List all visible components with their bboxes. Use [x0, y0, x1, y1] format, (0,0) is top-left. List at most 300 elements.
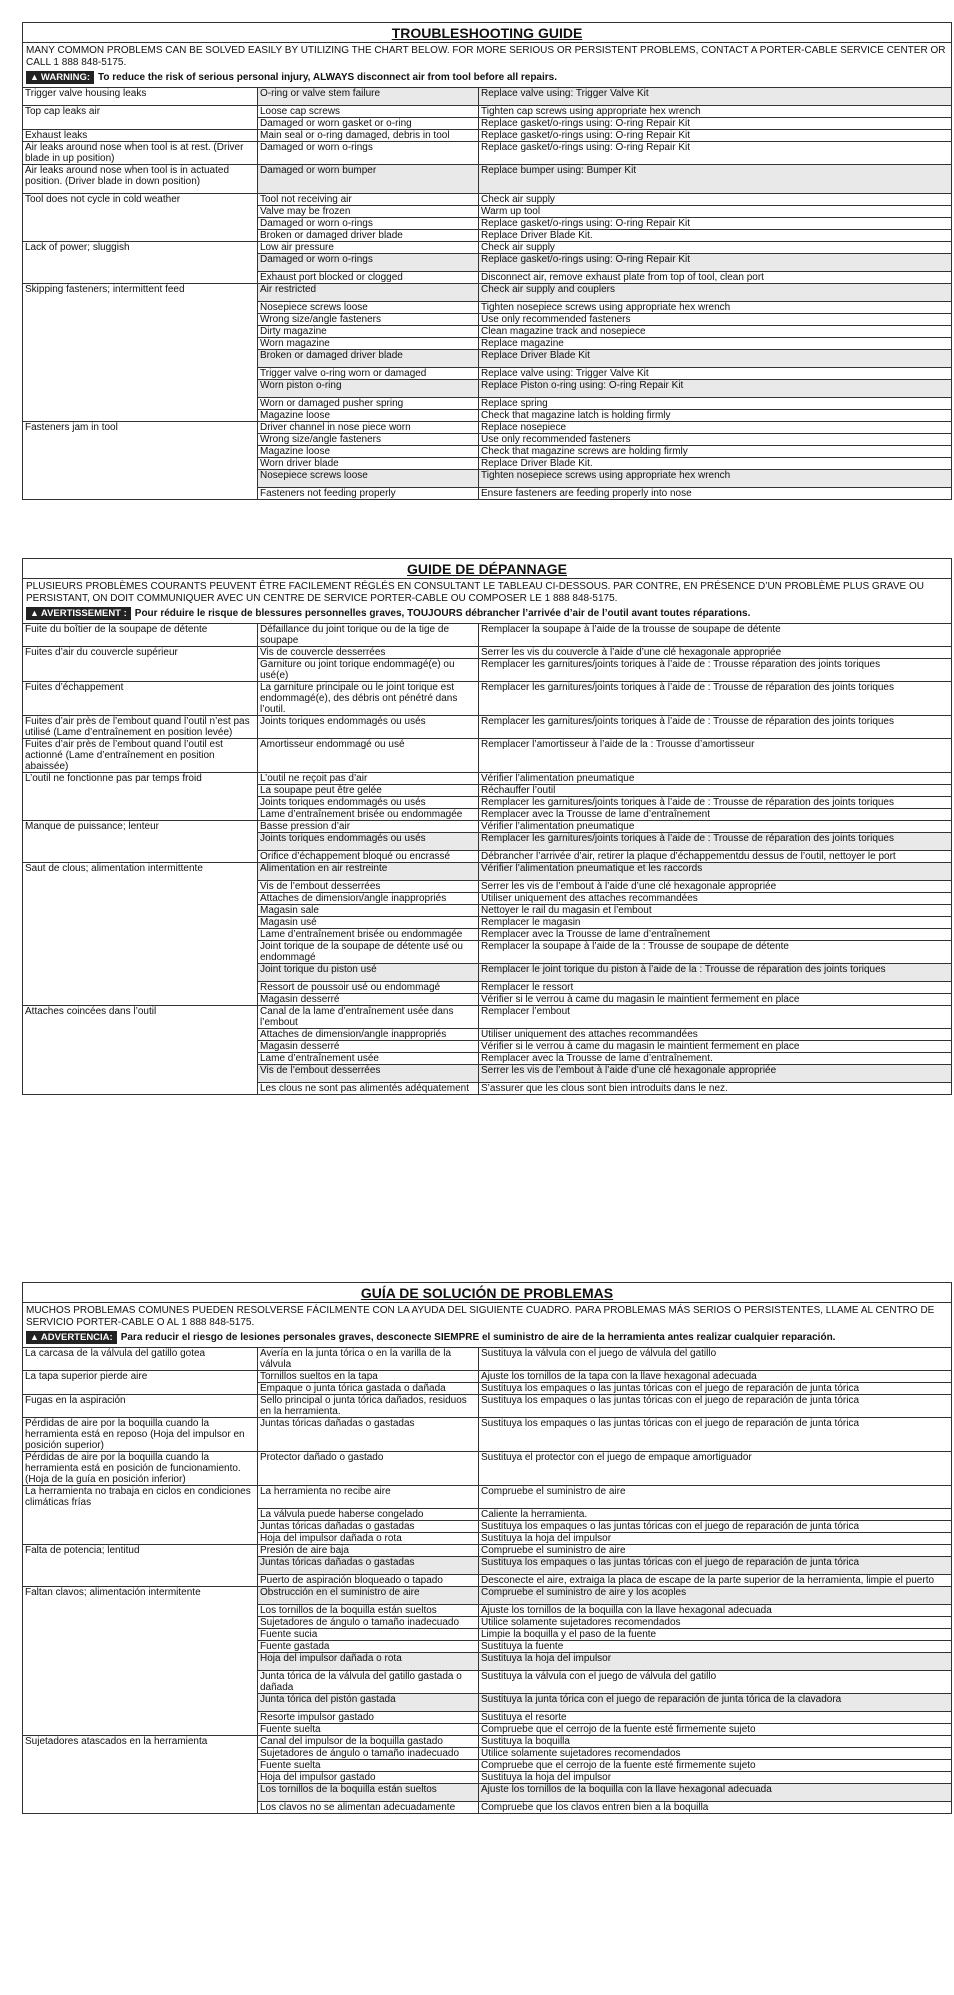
table-row: [23, 1723, 951, 1735]
table-row: [23, 302, 951, 314]
solution-cell: Débrancher l’arrivée d’air, retirer la plaque d’échappementdu dessus de l’outil, nettoyer le port: [479, 851, 952, 863]
table-row: [23, 1029, 951, 1041]
cause-cell: Hoja del impulsor dañada o rota: [258, 1652, 479, 1670]
solution-cell: Vérifier l’alimentation pneumatique et les raccords: [479, 863, 952, 881]
solution-cell: Sustituya el resorte: [479, 1711, 952, 1723]
table-row: [23, 242, 951, 254]
solution-cell: Remplacer le ressort: [479, 982, 952, 994]
table-row: [23, 659, 951, 682]
cause-cell: Fuente gastada: [258, 1640, 479, 1652]
problem-cell: [23, 410, 258, 422]
guide-title: GUIDE DE DÉPANNAGE: [23, 559, 951, 579]
problem-cell: [23, 1693, 258, 1711]
cause-cell: Magasin usé: [258, 917, 479, 929]
guide-box: [22, 1282, 952, 1814]
problem-cell: La carcasa de la válvula del gatillo gotea: [23, 1348, 258, 1371]
table-row: [23, 682, 951, 716]
table-row: [23, 130, 951, 142]
table-row: [23, 1053, 951, 1065]
cause-cell: Les clous ne sont pas alimentés adéquatement: [258, 1083, 479, 1095]
cause-cell: Loose cap screws: [258, 106, 479, 118]
problem-cell: [23, 1556, 258, 1574]
solution-cell: Desconecte el aire, extraiga la placa de escape de la parte superior de la herramienta, limpie el puerto: [479, 1574, 952, 1586]
guide-title: TROUBLESHOOTING GUIDE: [23, 23, 951, 43]
solution-cell: Check that magazine latch is holding firmly: [479, 410, 952, 422]
cause-cell: Valve may be frozen: [258, 206, 479, 218]
problem-cell: Exhaust leaks: [23, 130, 258, 142]
problem-cell: [23, 1628, 258, 1640]
cause-cell: Attaches de dimension/angle inappropriés: [258, 893, 479, 905]
problem-cell: [23, 314, 258, 326]
problem-cell: [23, 1771, 258, 1783]
cause-cell: Trigger valve o-ring worn or damaged: [258, 368, 479, 380]
cause-cell: Lame d’entraînement brisée ou endommagée: [258, 809, 479, 821]
problem-cell: Fuites d’échappement: [23, 682, 258, 716]
table-row: [23, 398, 951, 410]
problem-cell: [23, 1029, 258, 1041]
solution-cell: Ajuste los tornillos de la boquilla con la llave hexagonal adecuada: [479, 1604, 952, 1616]
table-row: [23, 254, 951, 272]
problem-cell: [23, 302, 258, 314]
problem-cell: Fugas en la aspiración: [23, 1395, 258, 1418]
table-row: [23, 739, 951, 773]
solution-cell: Compruebe que los clavos entren bien a la boquilla: [479, 1801, 952, 1813]
table-row: [23, 106, 951, 118]
troubleshooting-table: [23, 1347, 951, 1813]
solution-cell: Replace gasket/o-rings using: O-ring Repair Kit: [479, 130, 952, 142]
problem-cell: [23, 380, 258, 398]
problem-cell: [23, 1723, 258, 1735]
problem-cell: La herramienta no trabaja en ciclos en condiciones climáticas frías: [23, 1486, 258, 1509]
solution-cell: Replace nosepiece: [479, 422, 952, 434]
solution-cell: Check that magazine screws are holding firmly: [479, 446, 952, 458]
cause-cell: Broken or damaged driver blade: [258, 350, 479, 368]
solution-cell: Compruebe el suministro de aire: [479, 1486, 952, 1509]
solution-cell: Sustituya la hoja del impulsor: [479, 1532, 952, 1544]
problem-cell: Lack of power; sluggish: [23, 242, 258, 254]
cause-cell: Garniture ou joint torique endommagé(e) ou usé(e): [258, 659, 479, 682]
solution-cell: Sustituya el protector con el juego de empaque amortiguador: [479, 1452, 952, 1486]
solution-cell: Replace magazine: [479, 338, 952, 350]
problem-cell: [23, 929, 258, 941]
solution-cell: Compruebe el suministro de aire: [479, 1544, 952, 1556]
cause-cell: La válvula puede haberse congelado: [258, 1508, 479, 1520]
guide-intro: MUCHOS PROBLEMAS COMUNES PUEDEN RESOLVERSE FÁCILMENTE CON LA AYUDA DEL SIGUIENTE CUADRO. PARA PROBLEMAS MÁS SERIOS O PERSISTENTES, LLAME AL CENTRO DE SERVICIO PORTER-CABLE O AL 1 888 848-5175.: [26, 1305, 935, 1328]
table-row: [23, 785, 951, 797]
problem-cell: [23, 1041, 258, 1053]
problem-cell: Skipping fasteners; intermittent feed: [23, 284, 258, 302]
table-row: [23, 1616, 951, 1628]
problem-cell: L’outil ne fonctionne pas par temps froid: [23, 773, 258, 785]
cause-cell: Protector dañado o gastado: [258, 1452, 479, 1486]
table-row: [23, 458, 951, 470]
warning-triangle-icon: ▲: [30, 72, 39, 82]
table-row: [23, 1544, 951, 1556]
table-row: [23, 982, 951, 994]
solution-cell: Remplacer avec la Trousse de lame d’entraînement.: [479, 1053, 952, 1065]
solution-cell: Remplacer les garnitures/joints toriques à l’aide de : Trousse de réparation des joints toriques: [479, 716, 952, 739]
table-row: [23, 1586, 951, 1604]
solution-cell: Use only recommended fasteners: [479, 434, 952, 446]
solution-cell: Sustituya los empaques o las juntas tóricas con el juego de reparación de junta tórica: [479, 1395, 952, 1418]
table-row: [23, 716, 951, 739]
problem-cell: [23, 797, 258, 809]
problem-cell: Fuite du boîtier de la soupape de détente: [23, 624, 258, 647]
cause-cell: Hoja del impulsor dañada o rota: [258, 1532, 479, 1544]
problem-cell: Falta de potencia; lentitud: [23, 1544, 258, 1556]
cause-cell: Lame d’entraînement brisée ou endommagée: [258, 929, 479, 941]
table-row: [23, 1006, 951, 1029]
cause-cell: Exhaust port blocked or clogged: [258, 272, 479, 284]
problem-cell: [23, 458, 258, 470]
table-row: [23, 1783, 951, 1801]
solution-cell: Remplacer avec la Trousse de lame d’entraînement: [479, 929, 952, 941]
cause-cell: Hoja del impulsor gastado: [258, 1771, 479, 1783]
warning-line: [23, 69, 951, 87]
problem-cell: [23, 230, 258, 242]
problem-cell: Faltan clavos; alimentación intermitente: [23, 1586, 258, 1604]
cause-cell: Basse pression d’air: [258, 821, 479, 833]
troubleshooting-table: [23, 87, 951, 499]
solution-cell: Ajuste los tornillos de la tapa con la llave hexagonal adecuada: [479, 1371, 952, 1383]
problem-cell: [23, 1532, 258, 1544]
problem-cell: [23, 1053, 258, 1065]
table-row: [23, 314, 951, 326]
cause-cell: Alimentation en air restreinte: [258, 863, 479, 881]
table-row: [23, 1640, 951, 1652]
cause-cell: Worn magazine: [258, 338, 479, 350]
cause-cell: Worn driver blade: [258, 458, 479, 470]
solution-cell: Disconnect air, remove exhaust plate from top of tool, clean port: [479, 272, 952, 284]
solution-cell: Replace Piston o-ring using: O-ring Repair Kit: [479, 380, 952, 398]
cause-cell: Canal del impulsor de la boquilla gastado: [258, 1735, 479, 1747]
table-row: [23, 624, 951, 647]
problem-cell: [23, 1759, 258, 1771]
problem-cell: [23, 446, 258, 458]
solution-cell: Sustituya la válvula con el juego de válvula del gatillo: [479, 1348, 952, 1371]
table-row: [23, 941, 951, 964]
cause-cell: Junta tórica del pistón gastada: [258, 1693, 479, 1711]
warning-text: To reduce the risk of serious personal injury, ALWAYS disconnect air from tool before all repairs.: [98, 72, 558, 83]
warning-label: AVERTISSEMENT :: [40, 608, 127, 619]
cause-cell: Obstrucción en el suministro de aire: [258, 1586, 479, 1604]
solution-cell: Vérifier si le verrou à came du magasin le maintient fermement en place: [479, 994, 952, 1006]
table-row: [23, 1083, 951, 1095]
table-row: [23, 809, 951, 821]
warning-badge: [26, 1331, 117, 1344]
solution-cell: Réchauffer l’outil: [479, 785, 952, 797]
problem-cell: [23, 488, 258, 500]
cause-cell: Vis de l’embout desserrées: [258, 1065, 479, 1083]
problem-cell: [23, 1604, 258, 1616]
solution-cell: Tighten nosepiece screws using appropriate hex wrench: [479, 302, 952, 314]
cause-cell: La soupape peut être gelée: [258, 785, 479, 797]
solution-cell: Sustituya la junta tórica con el juego de reparación de junta tórica de la clavadora: [479, 1693, 952, 1711]
cause-cell: Joints toriques endommagés ou usés: [258, 716, 479, 739]
cause-cell: Wrong size/angle fasteners: [258, 314, 479, 326]
solution-cell: Vérifier si le verrou à came du magasin le maintient fermement en place: [479, 1041, 952, 1053]
table-row: [23, 851, 951, 863]
table-row: [23, 488, 951, 500]
cause-cell: Junta tórica de la válvula del gatillo gastada o dañada: [258, 1670, 479, 1693]
cause-cell: Sello principal o junta tórica dañados, residuos en la herramienta.: [258, 1395, 479, 1418]
solution-cell: Replace Driver Blade Kit.: [479, 458, 952, 470]
table-row: [23, 863, 951, 881]
problem-cell: [23, 893, 258, 905]
table-row: [23, 194, 951, 206]
cause-cell: Joint torique du piston usé: [258, 964, 479, 982]
problem-cell: [23, 1801, 258, 1813]
cause-cell: Sujetadores de ángulo o tamaño inadecuado: [258, 1747, 479, 1759]
problem-cell: Manque de puissance; lenteur: [23, 821, 258, 833]
table-row: [23, 893, 951, 905]
table-row: [23, 1383, 951, 1395]
cause-cell: Tornillos sueltos en la tapa: [258, 1371, 479, 1383]
table-row: [23, 284, 951, 302]
table-row: [23, 994, 951, 1006]
problem-cell: Air leaks around nose when tool is at rest. (Driver blade in up position): [23, 142, 258, 165]
problem-cell: Fuites d’air près de l’embout quand l’outil est actionné (Lame d’entraînement en position abaissée): [23, 739, 258, 773]
table-row: [23, 434, 951, 446]
cause-cell: Damaged or worn o-rings: [258, 142, 479, 165]
problem-cell: Sujetadores atascados en la herramienta: [23, 1735, 258, 1747]
table-row: [23, 230, 951, 242]
solution-cell: Replace spring: [479, 398, 952, 410]
table-row: [23, 964, 951, 982]
solution-cell: Compruebe que el cerrojo de la fuente esté firmemente sujeto: [479, 1723, 952, 1735]
problem-cell: [23, 1616, 258, 1628]
problem-cell: [23, 254, 258, 272]
cause-cell: Worn or damaged pusher spring: [258, 398, 479, 410]
table-row: [23, 773, 951, 785]
table-row: [23, 1771, 951, 1783]
table-row: [23, 905, 951, 917]
table-row: [23, 118, 951, 130]
problem-cell: [23, 1652, 258, 1670]
table-row: [23, 1628, 951, 1640]
solution-cell: Tighten nosepiece screws using appropriate hex wrench: [479, 470, 952, 488]
table-row: [23, 326, 951, 338]
table-row: [23, 1693, 951, 1711]
warning-line: [23, 605, 951, 623]
cause-cell: Damaged or worn o-rings: [258, 218, 479, 230]
cause-cell: Juntas tóricas dañadas o gastadas: [258, 1418, 479, 1452]
solution-cell: Utilice solamente sujetadores recomendados: [479, 1747, 952, 1759]
solution-cell: Sustituya la hoja del impulsor: [479, 1771, 952, 1783]
cause-cell: Joint torique de la soupape de détente usé ou endommagé: [258, 941, 479, 964]
problem-cell: [23, 398, 258, 410]
problem-cell: [23, 881, 258, 893]
solution-cell: Check air supply: [479, 194, 952, 206]
table-row: [23, 797, 951, 809]
problem-cell: [23, 1574, 258, 1586]
problem-cell: [23, 964, 258, 982]
guide-english: [22, 22, 952, 500]
solution-cell: Tighten cap screws using appropriate hex wrench: [479, 106, 952, 118]
table-row: [23, 1395, 951, 1418]
problem-cell: [23, 1670, 258, 1693]
warning-line: [23, 1329, 951, 1347]
cause-cell: Presión de aire baja: [258, 1544, 479, 1556]
solution-cell: Serrer les vis de l’embout à l’aide d’une clé hexagonale appropriée: [479, 1065, 952, 1083]
table-row: [23, 1348, 951, 1371]
warning-triangle-icon: ▲: [30, 608, 39, 618]
table-row: [23, 1418, 951, 1452]
table-row: [23, 1532, 951, 1544]
problem-cell: [23, 434, 258, 446]
solution-cell: Replace gasket/o-rings using: O-ring Repair Kit: [479, 218, 952, 230]
table-row: [23, 218, 951, 230]
solution-cell: Replace Driver Blade Kit.: [479, 230, 952, 242]
problem-cell: [23, 118, 258, 130]
table-row: [23, 881, 951, 893]
cause-cell: Nosepiece screws loose: [258, 470, 479, 488]
table-row: [23, 142, 951, 165]
cause-cell: Damaged or worn bumper: [258, 165, 479, 194]
problem-cell: [23, 982, 258, 994]
problem-cell: [23, 350, 258, 368]
problem-cell: Attaches coincées dans l’outil: [23, 1006, 258, 1029]
table-row: [23, 1508, 951, 1520]
cause-cell: Damaged or worn o-rings: [258, 254, 479, 272]
guide-intro: MANY COMMON PROBLEMS CAN BE SOLVED EASILY BY UTILIZING THE CHART BELOW. FOR MORE SERIOUS OR PERSISTENT PROBLEMS, CONTACT A PORTER-CABLE SERVICE CENTER OR CALL 1 888 848-5175.: [26, 45, 946, 68]
cause-cell: Magazine loose: [258, 410, 479, 422]
solution-cell: Remplacer avec la Trousse de lame d’entraînement: [479, 809, 952, 821]
cause-cell: Air restricted: [258, 284, 479, 302]
solution-cell: Utiliser uniquement des attaches recommandées: [479, 893, 952, 905]
table-row: [23, 1711, 951, 1723]
warning-badge: [26, 607, 131, 620]
solution-cell: Sustituya los empaques o las juntas tóricas con el juego de reparación de junta tórica: [479, 1556, 952, 1574]
table-row: [23, 380, 951, 398]
cause-cell: Magasin desserré: [258, 994, 479, 1006]
table-row: [23, 1486, 951, 1509]
cause-cell: Tool not receiving air: [258, 194, 479, 206]
solution-cell: Remplacer le joint torique du piston à l’aide de la : Trousse de réparation des joints toriques: [479, 964, 952, 982]
table-row: [23, 88, 951, 106]
guide-box: [22, 22, 952, 500]
problem-cell: [23, 851, 258, 863]
cause-cell: Los clavos no se alimentan adecuadamente: [258, 1801, 479, 1813]
solution-cell: Replace gasket/o-rings using: O-ring Repair Kit: [479, 142, 952, 165]
cause-cell: Sujetadores de ángulo o tamaño inadecuado: [258, 1616, 479, 1628]
cause-cell: Juntas tóricas dañadas o gastadas: [258, 1520, 479, 1532]
problem-cell: [23, 785, 258, 797]
table-row: [23, 446, 951, 458]
table-row: [23, 206, 951, 218]
cause-cell: Fuente sucia: [258, 1628, 479, 1640]
solution-cell: Replace Driver Blade Kit: [479, 350, 952, 368]
cause-cell: Nosepiece screws loose: [258, 302, 479, 314]
solution-cell: Utiliser uniquement des attaches recommandées: [479, 1029, 952, 1041]
solution-cell: Sustituya la boquilla: [479, 1735, 952, 1747]
cause-cell: Wrong size/angle fasteners: [258, 434, 479, 446]
guide-box: [22, 558, 952, 1095]
cause-cell: Empaque o junta tórica gastada o dañada: [258, 1383, 479, 1395]
problem-cell: La tapa superior pierde aire: [23, 1371, 258, 1383]
cause-cell: Vis de l’embout desserrées: [258, 881, 479, 893]
problem-cell: [23, 833, 258, 851]
solution-cell: Remplacer les garnitures/joints toriques à l’aide de : Trousse de réparation des joints toriques: [479, 797, 952, 809]
solution-cell: Limpie la boquilla y el paso de la fuente: [479, 1628, 952, 1640]
warning-label: ADVERTENCIA:: [40, 1332, 113, 1343]
cause-cell: L’outil ne reçoit pas d’air: [258, 773, 479, 785]
solution-cell: Caliente la herramienta.: [479, 1508, 952, 1520]
problem-cell: [23, 659, 258, 682]
table-row: [23, 368, 951, 380]
problem-cell: [23, 1711, 258, 1723]
table-row: [23, 917, 951, 929]
warning-badge: [26, 71, 94, 84]
cause-cell: Magasin sale: [258, 905, 479, 917]
problem-cell: [23, 206, 258, 218]
table-row: [23, 1574, 951, 1586]
solution-cell: Remplacer le magasin: [479, 917, 952, 929]
cause-cell: Los tornillos de la boquilla están sueltos: [258, 1604, 479, 1616]
table-row: [23, 1604, 951, 1616]
cause-cell: Fuente suelta: [258, 1759, 479, 1771]
warning-text: Para reducir el riesgo de lesiones personales graves, desconecte SIEMPRE el suministro de aire de la herramienta antes realizar cualquier reparación.: [120, 1332, 836, 1343]
cause-cell: Resorte impulsor gastado: [258, 1711, 479, 1723]
cause-cell: Magasin desserré: [258, 1041, 479, 1053]
warning-triangle-icon: ▲: [30, 1332, 39, 1342]
cause-cell: Vis de couvercle desserrées: [258, 647, 479, 659]
cause-cell: Dirty magazine: [258, 326, 479, 338]
problem-cell: [23, 905, 258, 917]
cause-cell: La herramienta no recibe aire: [258, 1486, 479, 1509]
solution-cell: Replace valve using: Trigger Valve Kit: [479, 88, 952, 106]
cause-cell: Worn piston o-ring: [258, 380, 479, 398]
solution-cell: Sustituya la hoja del impulsor: [479, 1652, 952, 1670]
solution-cell: Remplacer l’amortisseur à l’aide de la : Trousse d’amortisseur: [479, 739, 952, 773]
solution-cell: Remplacer les garnitures/joints toriques à l’aide de : Trousse réparation des joints toriques: [479, 659, 952, 682]
solution-cell: Replace valve using: Trigger Valve Kit: [479, 368, 952, 380]
solution-cell: Remplacer l’embout: [479, 1006, 952, 1029]
cause-cell: Magazine loose: [258, 446, 479, 458]
problem-cell: [23, 1783, 258, 1801]
cause-cell: Avería en la junta tórica o en la varilla de la válvula: [258, 1348, 479, 1371]
problem-cell: [23, 1083, 258, 1095]
cause-cell: Attaches de dimension/angle inappropriés: [258, 1029, 479, 1041]
problem-cell: [23, 809, 258, 821]
solution-cell: Sustituya los empaques o las juntas tóricas con el juego de reparación de junta tórica: [479, 1383, 952, 1395]
problem-cell: Air leaks around nose when tool is in actuated position. (Driver blade in down position): [23, 165, 258, 194]
table-row: [23, 272, 951, 284]
cause-cell: Joints toriques endommagés ou usés: [258, 833, 479, 851]
solution-cell: Serrer les vis du couvercle à l’aide d’une clé hexagonale appropriée: [479, 647, 952, 659]
cause-cell: Canal de la lame d’entraînement usée dans l’embout: [258, 1006, 479, 1029]
problem-cell: Pérdidas de aire por la boquilla cuando la herramienta está en posición de funcionamiento. (Hoja de la guía en posición inferior): [23, 1452, 258, 1486]
table-row: [23, 1735, 951, 1747]
table-row: [23, 350, 951, 368]
problem-cell: Tool does not cycle in cold weather: [23, 194, 258, 206]
cause-cell: Ressort de poussoir usé ou endommagé: [258, 982, 479, 994]
table-row: [23, 165, 951, 194]
problem-cell: Top cap leaks air: [23, 106, 258, 118]
table-row: [23, 1556, 951, 1574]
solution-cell: Utilice solamente sujetadores recomendados: [479, 1616, 952, 1628]
cause-cell: Fuente suelta: [258, 1723, 479, 1735]
table-row: [23, 410, 951, 422]
solution-cell: Sustituya la válvula con el juego de válvula del gatillo: [479, 1670, 952, 1693]
cause-cell: Low air pressure: [258, 242, 479, 254]
problem-cell: [23, 941, 258, 964]
warning-label: WARNING:: [40, 72, 90, 83]
cause-cell: Joints toriques endommagés ou usés: [258, 797, 479, 809]
cause-cell: Lame d’entraînement usée: [258, 1053, 479, 1065]
table-row: [23, 1371, 951, 1383]
cause-cell: Défaillance du joint torique ou de la tige de soupape: [258, 624, 479, 647]
